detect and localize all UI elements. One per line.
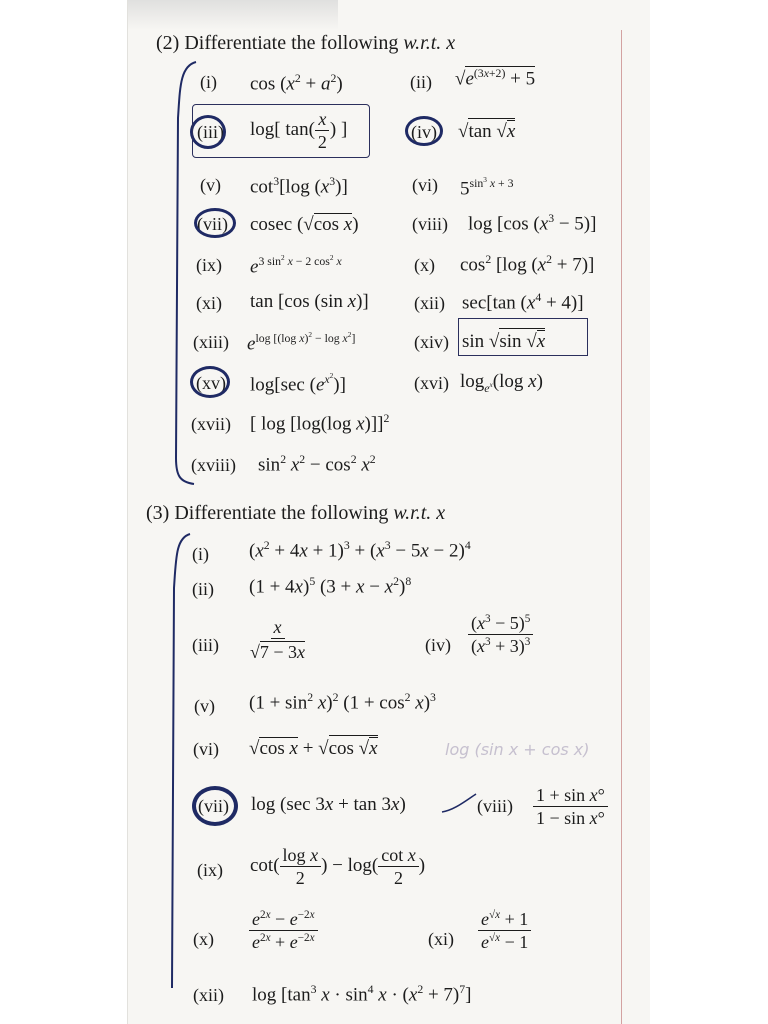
s2-expr-iii: log[ tan( $\frac{x}{2}$ ) ] [250,109,348,152]
s2-label-x: (x) [414,255,435,275]
s3-expr-ii: $(1 + 4x)^5$ $(3 + x - x^2)^8$ [249,575,412,598]
s2-expr-xiii: $e^{log [(log x)^2 - log x^2]}$ [247,330,356,355]
s2-label-vi: (vi) [412,175,438,195]
pen-circle-s3-vii [192,786,238,826]
s3-label-ii: (ii) [192,579,214,599]
s3-expr-i: $(x^2 + 4x + 1)^3 + (x^3 - 5x - 2)^4$ [249,539,471,562]
s2-expr-xiv: sin √sin √x [462,328,545,351]
margin-line [621,30,622,1024]
s2-label-xiii: (xiii) [193,332,229,352]
s2-expr-xv: log[sec $(e^{x^2})$] [250,371,346,396]
s3-label-vi: (vi) [193,739,219,759]
s2-label-v: (v) [200,175,221,195]
s2-label-iii: (iii) [197,122,224,142]
pen-circle-s2-xv [190,366,230,398]
s2-label-vii: (vii) [197,214,228,234]
pen-box-s2-iii [192,104,370,158]
s3-label-x: (x) [193,929,214,949]
section3-heading: (3) Differentiate the following w.r.t. x [146,502,446,524]
pen-circle-s2-iv [405,116,443,146]
s3-expr-xi: $\frac{e^{√x} + 1}{e^{√x} - 1}$ [478,910,531,951]
faint-pencil-note: log (sin x + cos x) [445,740,590,759]
s3-expr-iv: $\frac{(x^3 - 5)^5}{(x^3 + 3)^3}$ [468,614,533,655]
s2-expr-ii: $√e^{(3x+2)} + 5$ [455,67,536,90]
s2-label-xvi: (xvi) [414,373,449,393]
s3-label-vii: (vii) [198,796,229,816]
s3-label-ix: (ix) [197,860,223,880]
s3-expr-v: $(1 + \sin^2 x)^2$ $(1 + \cos^2 x)^3$ [249,691,436,714]
s2-expr-vi: $5^{sin^3 x + 3}$ [460,175,514,200]
s3-expr-x: $\frac{e^{2x} - e^{-2x}}{e^{2x} + e^{-2x}}$ [249,910,318,951]
s2-expr-iv: √tan √x [458,118,515,141]
pen-circle-s2-vii [194,208,236,238]
s2-label-xii: (xii) [414,293,445,313]
s3-expr-viii: $\frac{\text{1 + sin x°}}{\text{1 − sin x°}}$ [533,786,608,827]
s3-label-xii: (xii) [193,985,224,1005]
s3-label-v: (v) [194,696,215,716]
s2-expr-viii: log [cos $(x^3 - 5)$] [468,212,597,235]
s3-label-xi: (xi) [428,929,454,949]
s2-expr-ix: $e^{3 sin^2 x - 2 cos^2 x}$ [250,253,342,278]
s3-expr-vi: √cos x + √cos √x [249,735,378,758]
s2-label-ix: (ix) [196,255,222,275]
s2-label-xi: (xi) [196,293,222,313]
s3-expr-vii: log (sec 3x + tan 3x) [251,794,406,815]
s2-expr-v: $\cot^3[\log$ $(x^3)$] [250,175,348,198]
s2-expr-vii: cosec (√cos x) [250,214,359,235]
s3-label-iii: (iii) [192,635,219,655]
s2-label-iv: (iv) [411,122,437,142]
s2-label-ii: (ii) [410,72,432,92]
s2-expr-xii: sec[tan $(x^4 + 4)$] [462,291,584,314]
s3-expr-ix: cot( $\frac{\text{log x}}{2}$ ) − log( $\frac{\text{cot x}}{2}$ ) [250,845,426,888]
pen-box-s2-xiv [458,318,588,356]
s3-label-iv: (iv) [425,635,451,655]
s2-expr-i: $\cos (x^2 + a^2)$ [250,72,343,95]
s2-label-i: (i) [200,72,217,92]
s2-label-xviii: (xviii) [191,455,236,475]
s3-label-viii: (viii) [477,796,513,816]
s2-label-xvii: (xvii) [191,414,231,434]
scan-shadow [128,0,338,30]
s2-label-viii: (viii) [412,214,448,234]
s2-expr-xviii: $\sin^2 x^2 - \cos^2 x^2$ [258,453,376,476]
s2-label-xiv: (xiv) [414,332,449,352]
s3-label-i: (i) [192,544,209,564]
s3-expr-xii: $\log [\tan^3$ $x \cdot \sin^4 x \cdot (x^2 + 7)^7$] [252,983,472,1006]
section2-heading: (2) Differentiate the following w.r.t. x [156,32,456,54]
s3-expr-iii: $\frac{x}{√7 - 3x}$ [250,617,306,662]
s2-label-xv: (xv) [196,373,226,393]
s2-expr-xvii: [ log [log(log x)]]$^2$ [250,412,390,435]
s2-expr-x: $\cos^2 [\log$ $(x^2 + 7)$] [460,253,595,276]
s2-expr-xi: tan [cos (sin x)] [250,291,369,312]
s2-expr-xvi: $\log_{e^x}(\log$ x) [460,371,543,395]
